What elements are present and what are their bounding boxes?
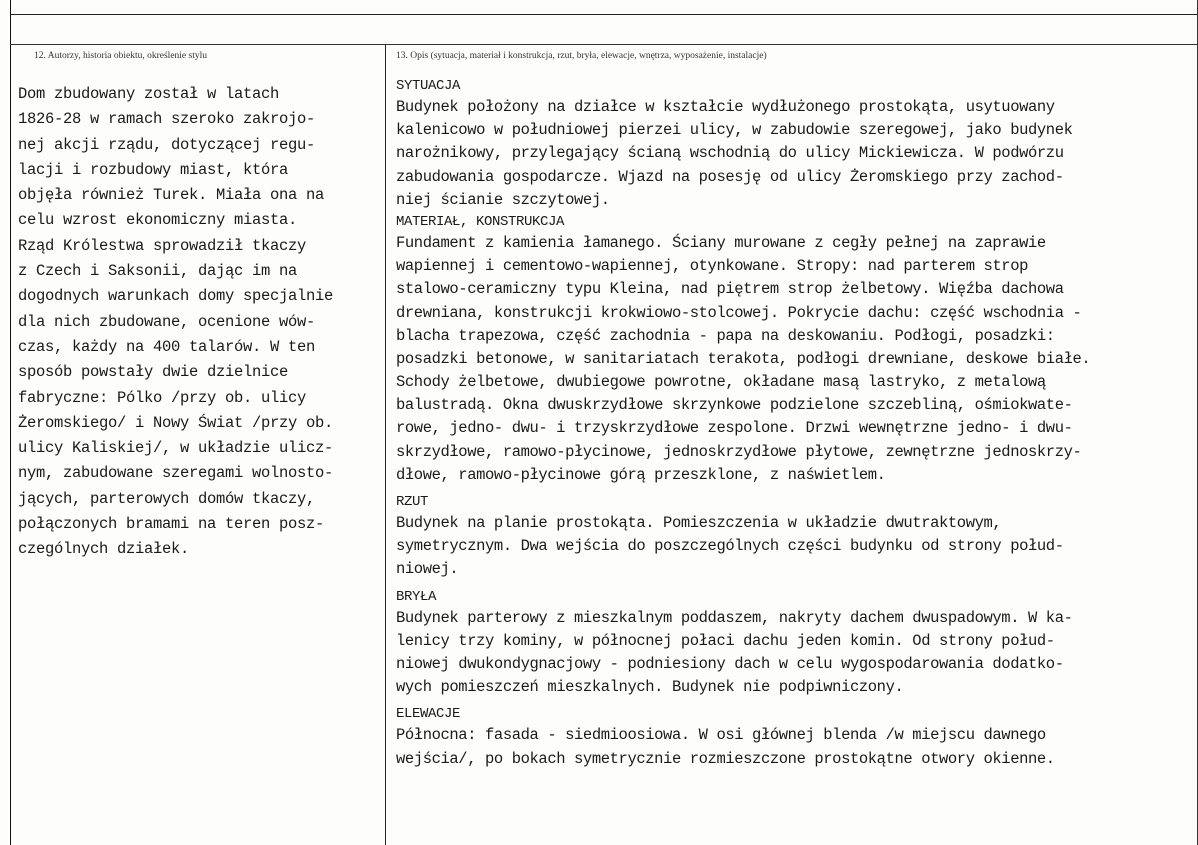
history-line: dogodnych warunkach domy specjalnie (18, 287, 334, 306)
description-line: Schody żelbetowe, dwubiegowe powrotne, okładane masą lastryko, z metalową (396, 373, 1046, 392)
history-line: celu wzrost ekonomiczny miasta. (18, 211, 298, 230)
history-line: z Czech i Saksonii, dając im na (18, 262, 298, 281)
description-line: Fundament z kamienia łamanego. Ściany murowane z cegły pełnej na zaprawie (396, 233, 1046, 252)
description-line: Północna: fasada - siedmioosiowa. W osi głównej blenda /w miejscu dawnego (396, 726, 1046, 745)
section-heading: BRYŁA (396, 588, 437, 605)
description-line: niowej. (396, 560, 459, 579)
history-line: połączonych bramami na teren posz- (18, 515, 325, 534)
history-line: ulicy Kaliskiej/, w układzie ulicz- (18, 439, 334, 458)
description-line: kalenicowo w południowej pierzei ulicy, w zabudowie szeregowej, jako budynek (396, 121, 1073, 140)
description-line: lenicy trzy kominy, w północnej połaci dachu jeden komin. Od strony połud- (396, 631, 1055, 650)
section-heading: ELEWACJE (396, 706, 461, 723)
history-line: objęła również Turek. Miała ona na (18, 186, 325, 205)
description-line: dłowe, ramowo-płycinowe górą przeszklone, z naświetlem. (396, 465, 886, 484)
description-line: Budynek na planie prostokąta. Pomieszczenia w układzie dwutraktowym, (396, 514, 1002, 532)
description-text (396, 76, 1191, 771)
section-heading: SYTUACJA (396, 78, 461, 94)
history-line: 1826-28 w ramach szeroko zakrojo- (18, 110, 316, 129)
description-line: stalowo-ceramiczny typu Kleina, nad piętrem strop żelbetowy. Więźba dachowa (396, 280, 1064, 299)
description-line: Budynek położony na działce w kształcie wydłużonego prostokąta, usytuowany (396, 98, 1055, 116)
header-rule (10, 44, 1198, 45)
description-line: symetrycznym. Dwa wejścia do poszczególnych części budynku od strony połud- (396, 537, 1064, 556)
history-line: Rząd Królestwa sprowadził tkaczy (18, 236, 307, 255)
history-line: Dom zbudowany został w latach (18, 85, 280, 103)
history-line: Żeromskiego/ i Nowy Świat /przy ob. (18, 413, 334, 432)
description-line: niowej dwukondygnacjowy - podniesiony dach w celu wygospodarowania dodatko- (396, 654, 1064, 673)
description-line: blacha trapezowa, część zachodnia - papa na deskowaniu. Podłogi, posadzki: (396, 326, 1055, 345)
history-line: sposób powstały dwie dzielnice (18, 363, 289, 382)
description-line: Budynek parterowy z mieszkalnym poddaszem, nakryty dachem dwuspadowym. W ka- (396, 608, 1073, 627)
description-line: wapiennej i cementowo-wapiennej, otynkowane. Stropy: nad parterem strop (396, 257, 1029, 276)
top-frame-line (10, 0, 1198, 15)
description-line: zabudowania gospodarcze. Wjazd na posesję od ulicy Żeromskiego przy zachod- (396, 167, 1064, 186)
description-line: wejścia/, po bokach symetrycznie rozmieszczone prostokątne otwory okienne. (396, 749, 1055, 768)
column-divider (385, 44, 386, 845)
description-line: niej ścianie szczytowej. (396, 190, 610, 209)
section-heading: RZUT (396, 494, 429, 510)
history-line: nej akcji rządu, dotyczącej regu- (18, 135, 316, 154)
description-line: wych pomieszczeń mieszkalnych. Budynek nie podpiwniczony. (396, 678, 904, 697)
history-line: nym, zabudowane szeregami wolnosto- (18, 464, 334, 483)
history-text (18, 82, 383, 563)
history-line: lacji i rozbudowy miast, która (18, 160, 289, 179)
description-line: narożnikowy, przylegający ścianą wschodnią do ulicy Mickiewicza. W podwórzu (396, 144, 1064, 163)
description-line: balustradą. Okna dwuskrzydłowe skrzynkowe podzielone szczebliną, ośmiokwate- (396, 396, 1073, 415)
section-heading: MATERIAŁ, KONSTRUKCJA (396, 213, 565, 230)
history-line: jących, parterowych domów tkaczy, (18, 489, 316, 508)
history-line: czas, każdy na 400 talarów. W ten (18, 337, 316, 356)
description-line: skrzydłowe, ramowo-płycinowe, jednoskrzydłowe płytowe, zewnętrzne jednoskrzy- (396, 442, 1082, 461)
description-line: drewniana, konstrukcji krokwiowo-stolcowej. Pokrycie dachu: część wschodnia - (396, 303, 1082, 322)
history-line: czególnych działek. (18, 540, 190, 559)
left-frame-line (10, 14, 11, 845)
right-column-header: 13. Opis (sytuacja, materiał i konstrukcja, rzut, bryła, elewacje, wnętrza, wyposażenie, instalacje) (396, 51, 767, 61)
description-line: rowe, jedno- dwu- i trzyskrzydłowe zespolone. Drzwi wewnętrzne jedno- i dwu- (396, 419, 1073, 438)
left-column-header: 12. Autorzy, historia obiektu, określenie stylu (34, 51, 207, 61)
history-line: fabryczne: Pólko /przy ob. ulicy (18, 388, 307, 407)
history-line: dla nich zbudowane, ocenione wów- (18, 312, 316, 331)
description-line: posadzki betonowe, w sanitariatach terakota, podłogi drewniane, deskowe białe. (396, 349, 1091, 368)
